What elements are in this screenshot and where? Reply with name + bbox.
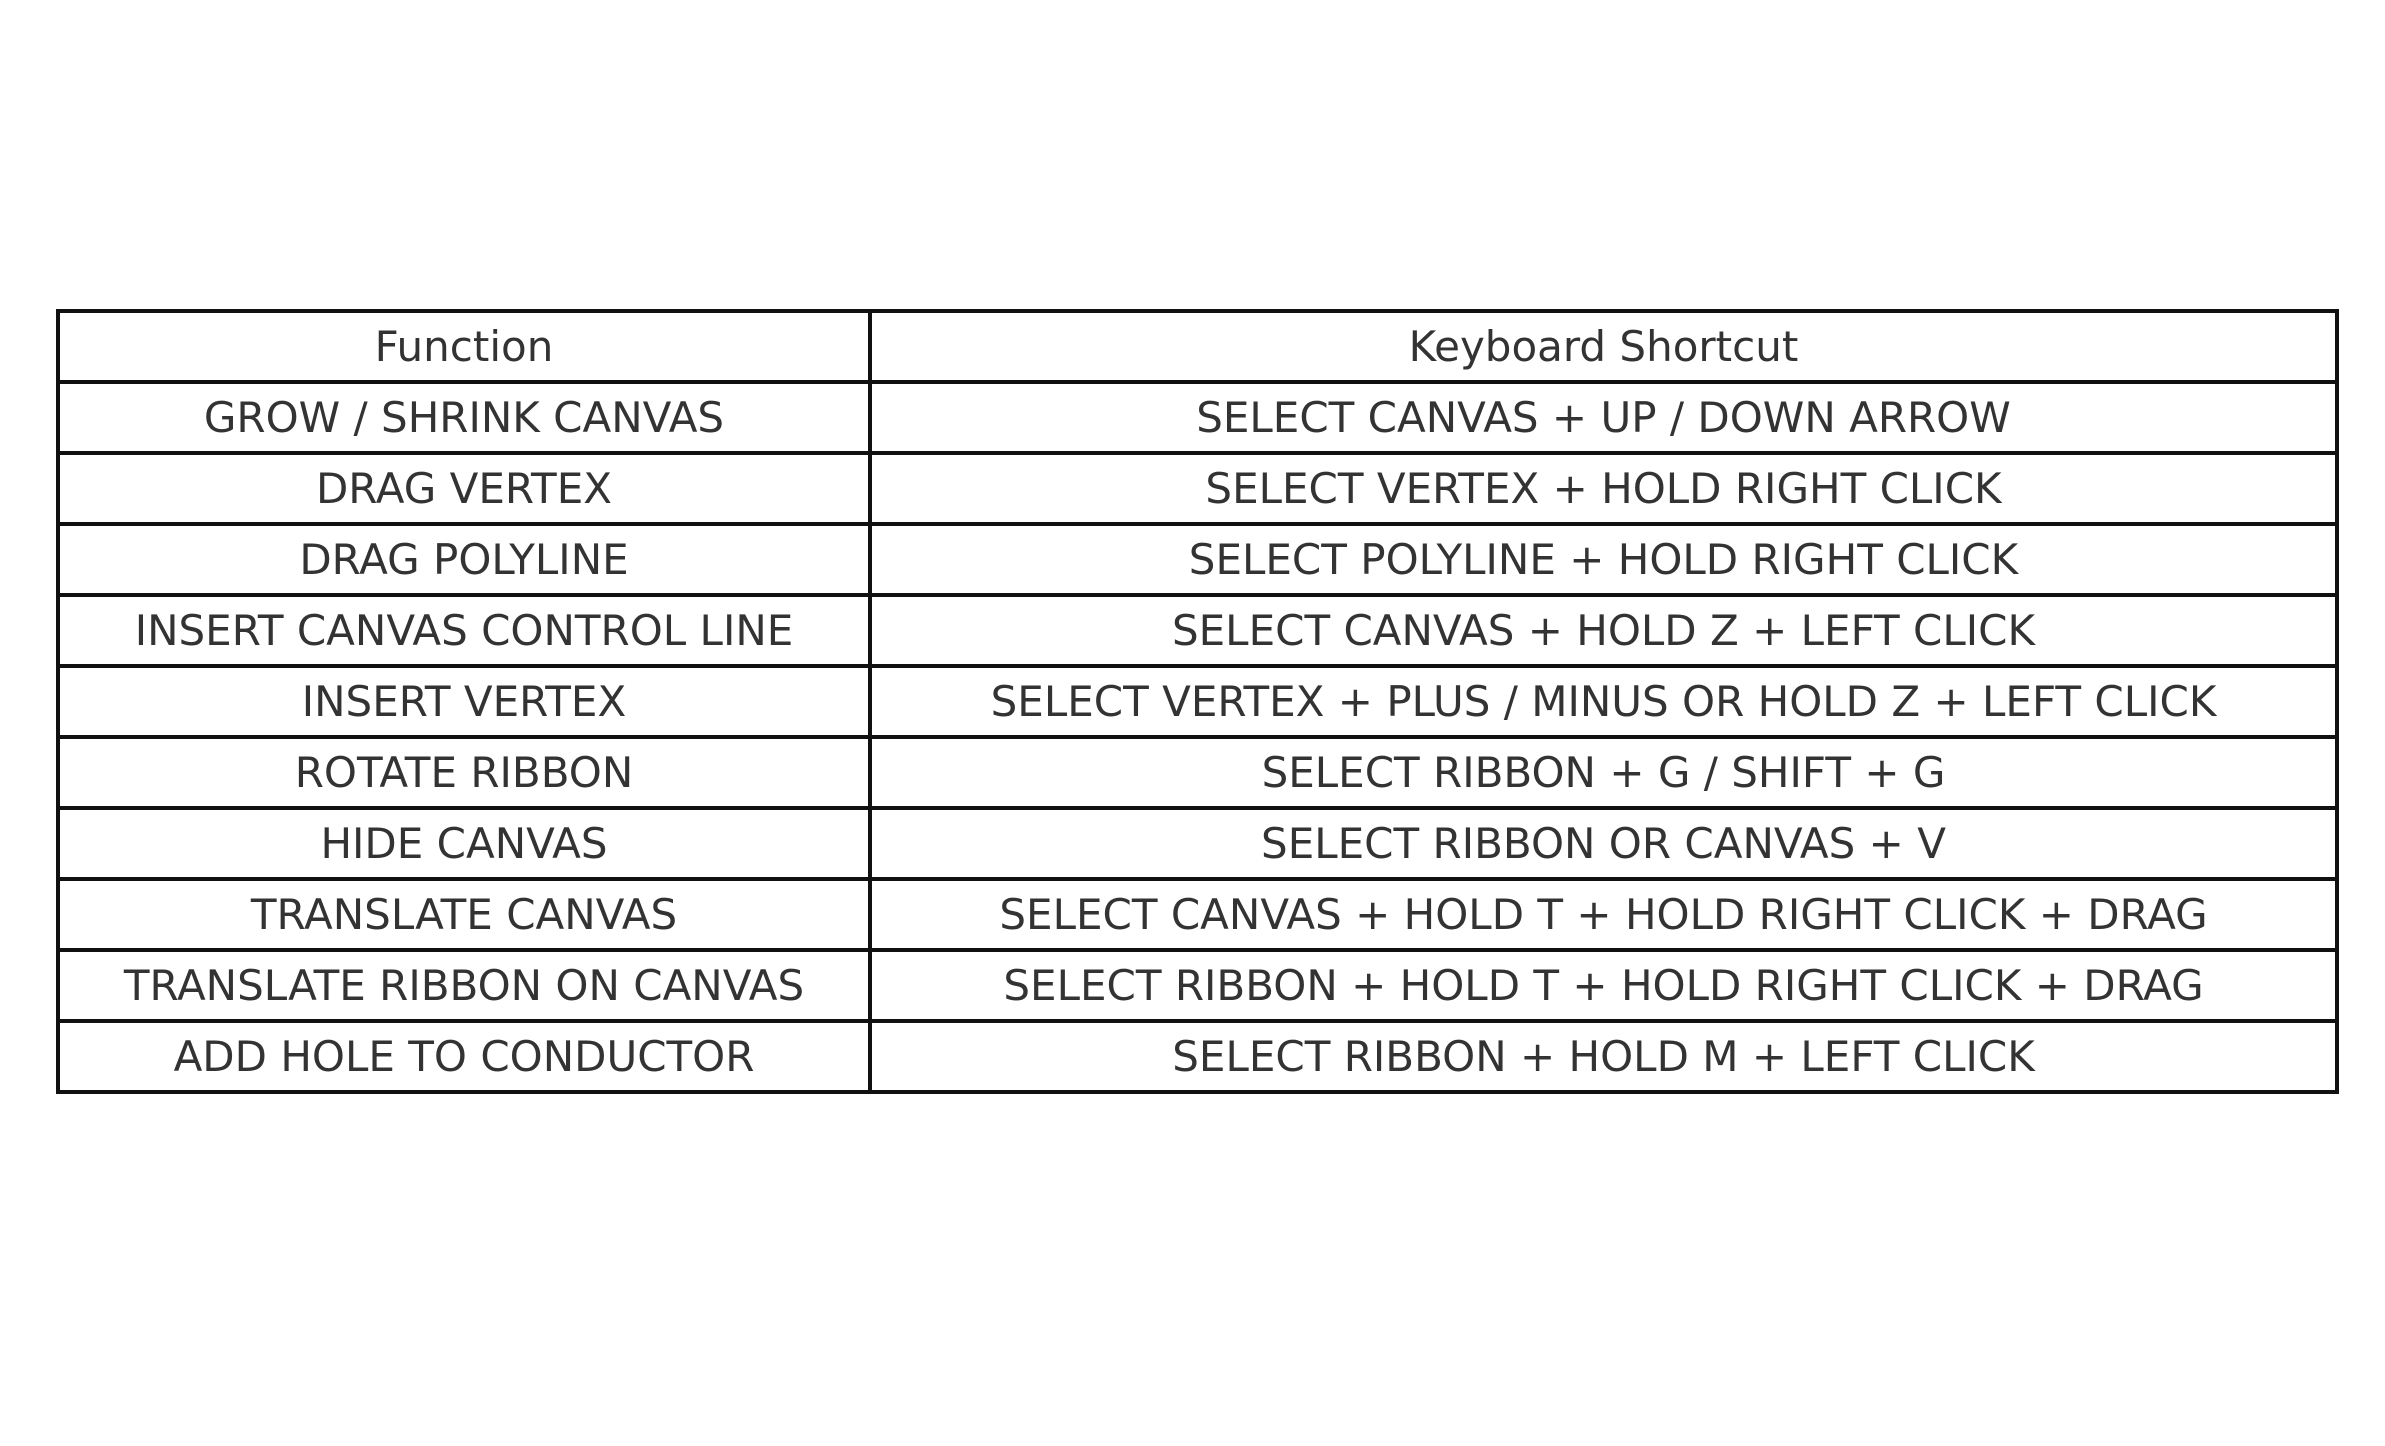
function-cell: TRANSLATE CANVAS <box>58 879 870 950</box>
function-cell: ROTATE RIBBON <box>58 737 870 808</box>
table-row <box>58 524 2337 595</box>
function-cell: HIDE CANVAS <box>58 808 870 879</box>
shortcut-cell: SELECT VERTEX + PLUS / MINUS OR HOLD Z + LEFT CLICK <box>870 666 2337 737</box>
header-function: Function <box>58 311 870 382</box>
table-header <box>58 311 2337 382</box>
table-row <box>58 382 2337 453</box>
table-row <box>58 808 2337 879</box>
function-cell: TRANSLATE RIBBON ON CANVAS <box>58 950 870 1021</box>
table-row <box>58 879 2337 950</box>
function-cell: ADD HOLE TO CONDUCTOR <box>58 1021 870 1092</box>
shortcut-cell: SELECT CANVAS + UP / DOWN ARROW <box>870 382 2337 453</box>
function-cell: DRAG POLYLINE <box>58 524 870 595</box>
shortcut-cell: SELECT CANVAS + HOLD Z + LEFT CLICK <box>870 595 2337 666</box>
shortcut-cell: SELECT POLYLINE + HOLD RIGHT CLICK <box>870 524 2337 595</box>
header-row <box>58 311 2337 382</box>
table-row <box>58 666 2337 737</box>
shortcut-cell: SELECT RIBBON + HOLD M + LEFT CLICK <box>870 1021 2337 1092</box>
table-row <box>58 595 2337 666</box>
shortcut-cell: SELECT RIBBON OR CANVAS + V <box>870 808 2337 879</box>
shortcut-cell: SELECT VERTEX + HOLD RIGHT CLICK <box>870 453 2337 524</box>
header-keyboard-shortcut: Keyboard Shortcut <box>870 311 2337 382</box>
function-cell: INSERT CANVAS CONTROL LINE <box>58 595 870 666</box>
shortcut-cell: SELECT RIBBON + G / SHIFT + G <box>870 737 2337 808</box>
table-row <box>58 453 2337 524</box>
keyboard-shortcut-table <box>56 309 2339 1094</box>
shortcut-cell: SELECT RIBBON + HOLD T + HOLD RIGHT CLICK + DRAG <box>870 950 2337 1021</box>
table-row <box>58 1021 2337 1092</box>
shortcut-cell: SELECT CANVAS + HOLD T + HOLD RIGHT CLICK + DRAG <box>870 879 2337 950</box>
table-body <box>58 382 2337 1092</box>
function-cell: INSERT VERTEX <box>58 666 870 737</box>
function-cell: GROW / SHRINK CANVAS <box>58 382 870 453</box>
table-row <box>58 950 2337 1021</box>
table-row <box>58 737 2337 808</box>
function-cell: DRAG VERTEX <box>58 453 870 524</box>
